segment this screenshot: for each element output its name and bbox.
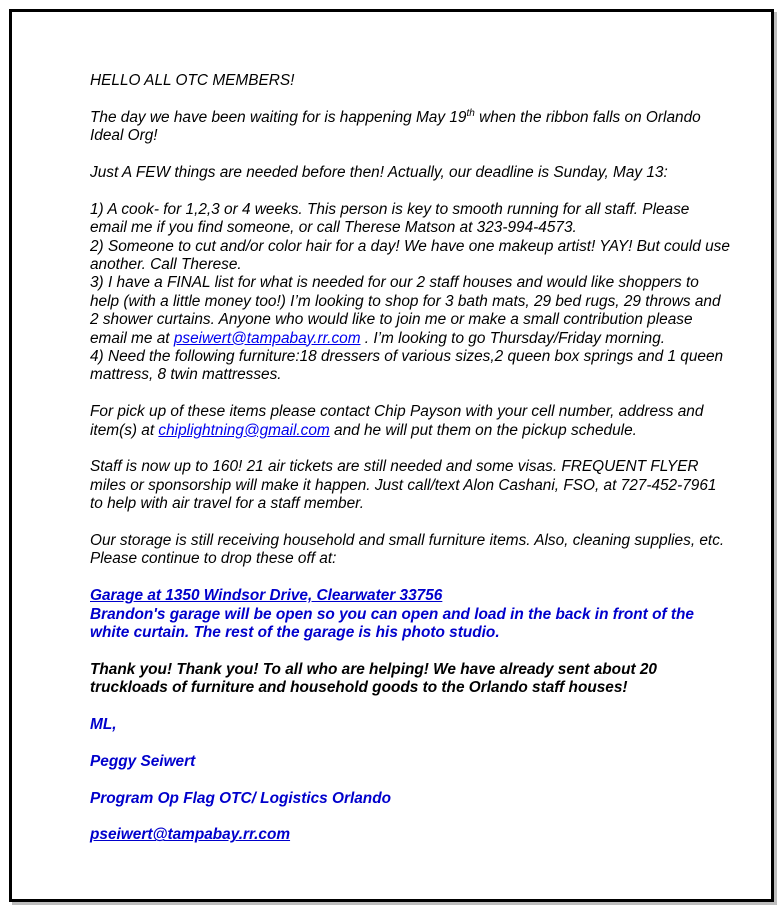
- signature-closing: ML,: [90, 716, 117, 734]
- signature-email-link[interactable]: pseiwert@tampabay.rr.com: [90, 826, 291, 844]
- intro-superscript: th: [466, 107, 475, 119]
- deadline-paragraph: Just A FEW things are needed before then! Actually, our deadline is Sunday, May 13:: [90, 164, 668, 181]
- email-body: [90, 72, 730, 845]
- intro-text-2: when the ribbon falls on Orlando Ideal Org!: [90, 108, 701, 145]
- staff-paragraph: Staff is now up to 160! 21 air tickets are still needed and some visas. FREQUENT FLYER miles or sponsorship will make it happen. Just call/text Alon Cashani, FSO, at 727-452-7961 to help with air travel for a staff member.: [90, 458, 717, 513]
- list-item-shopping-text: 3) I have a FINAL list for what is needed for our 2 staff houses and would like shoppers to help (with a little money too!) I’m looking to shop for 3 bath mats, 29 bed rugs, 29 throws and 2 shower curtains. Anyone who would like to join me or make a small contribution please email me at: [90, 274, 721, 347]
- intro-text-1: The day we have been waiting for is happening May 19: [90, 108, 467, 126]
- greeting: HELLO ALL OTC MEMBERS!: [90, 72, 295, 89]
- intro-paragraph: [90, 109, 730, 146]
- list-item-shopping-text-end: . I’m looking to go Thursday/Friday morning.: [360, 329, 666, 347]
- list-item-cook: 1) A cook- for 1,2,3 or 4 weeks. This person is key to smooth running for all staff. Please email me if you find someone, or call Therese Matson at 323-994-4573.: [90, 200, 690, 237]
- needs-list: [90, 201, 730, 385]
- signature-title: Program Op Flag OTC/ Logistics Orlando: [90, 789, 392, 807]
- garage-block: [90, 587, 730, 642]
- email-link-pseiwert[interactable]: pseiwert@tampabay.rr.com: [173, 329, 361, 347]
- signature-name: Peggy Seiwert: [90, 752, 196, 770]
- pickup-text-end: and he will put them on the pickup schedule.: [329, 421, 637, 439]
- list-item-furniture: 4) Need the following furniture:18 dressers of various sizes,2 queen box springs and 1 queen mattress, 8 twin mattresses.: [90, 348, 724, 384]
- list-item-shopping: [90, 274, 730, 348]
- garage-address-link[interactable]: Garage at 1350 Windsor Drive, Clearwater 33756: [90, 587, 443, 605]
- thanks-paragraph: Thank you! Thank you! To all who are helping! We have already sent about 20 truckloads of furniture and household goods to the Orlando staff houses!: [90, 660, 657, 697]
- signature-block: [90, 716, 730, 845]
- email-link-chip[interactable]: chiplightning@gmail.com: [158, 421, 330, 439]
- pickup-paragraph: [90, 403, 730, 440]
- pickup-text: For pick up of these items please contact Chip Payson with your cell number, address and item(s) at: [90, 403, 704, 439]
- list-item-hair: 2) Someone to cut and/or color hair for a day! We have one makeup artist! YAY! But could use another. Call Therese.: [90, 237, 730, 274]
- garage-note: Brandon's garage will be open so you can open and load in the back in front of the white curtain. The rest of the garage is his photo studio.: [90, 605, 694, 642]
- storage-paragraph: Our storage is still receiving household and small furniture items. Also, cleaning supplies, etc. Please continue to drop these off at:: [90, 532, 725, 568]
